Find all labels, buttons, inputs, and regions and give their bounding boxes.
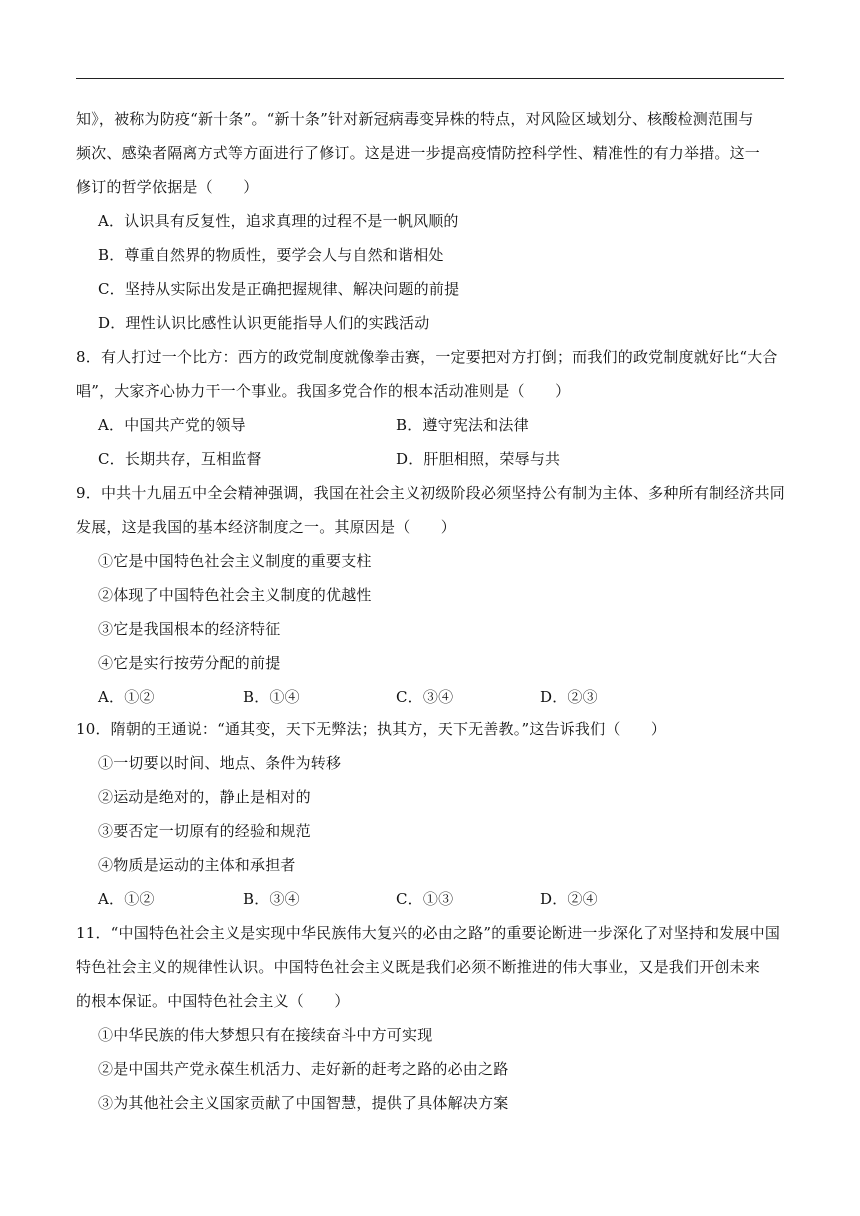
q7-option-b: B．尊重自然界的物质性，要学会人与自然和谐相处 [98, 246, 444, 264]
q8-stem-line-2: 唱”，大家齐心协力干一个事业。我国多党合作的根本活动准则是（ ） [76, 382, 571, 400]
q8-option-a: A．中国共产党的领导 [98, 416, 246, 434]
q8-option-c: C．长期共存，互相监督 [98, 450, 262, 468]
q9-statement-2: ②体现了中国特色社会主义制度的优越性 [98, 586, 372, 604]
q11-statement-1: ①中华民族的伟大梦想只有在接续奋斗中方可实现 [98, 1026, 433, 1044]
q9-option-c: C．③④ [396, 688, 454, 706]
q10-statement-3: ③要否定一切原有的经验和规范 [98, 822, 311, 840]
q7-stem-line-3: 修订的哲学依据是（ ） [76, 178, 259, 196]
q7-option-d: D．理性认识比感性认识更能指导人们的实践活动 [98, 314, 430, 332]
q11-stem-line-2: 特色社会主义的规律性认识。中国特色社会主义既是我们必须不断推进的伟大事业，又是我们开创未来 [76, 958, 761, 976]
header-rule [76, 78, 784, 79]
q11-statement-2: ②是中国共产党永葆生机活力、走好新的赶考之路的必由之路 [98, 1060, 509, 1078]
q10-statement-4: ④物质是运动的主体和承担者 [98, 856, 296, 874]
q9-option-d: D．②③ [540, 688, 598, 706]
q11-statement-3: ③为其他社会主义国家贡献了中国智慧，提供了具体解决方案 [98, 1094, 509, 1112]
q10-option-a: A．①② [98, 890, 155, 908]
q10-option-b: B．③④ [243, 890, 300, 908]
q11-stem-line-1: 11．“中国特色社会主义是实现中华民族伟大复兴的必由之路”的重要论断进一步深化了对坚持和发展中国 [76, 924, 781, 942]
q10-option-d: D．②④ [540, 890, 598, 908]
q8-option-b: B．遵守宪法和法律 [396, 416, 529, 434]
q9-stem-line-1: 9．中共十九届五中全会精神强调，我国在社会主义初级阶段必须坚持公有制为主体、多种所有制经济共同 [76, 484, 785, 502]
q7-option-c: C．坚持从实际出发是正确把握规律、解决问题的前提 [98, 280, 460, 298]
q9-statement-4: ④它是实行按劳分配的前提 [98, 654, 281, 672]
q9-option-b: B．①④ [243, 688, 300, 706]
q11-stem-line-3: 的根本保证。中国特色社会主义（ ） [76, 992, 350, 1010]
q9-statement-3: ③它是我国根本的经济特征 [98, 620, 281, 638]
q10-statement-1: ①一切要以时间、地点、条件为转移 [98, 754, 342, 772]
q10-stem-line-1: 10．隋朝的王通说：“通其变，天下无弊法；执其方，天下无善教。”这告诉我们（ ） [76, 720, 667, 738]
q9-statement-1: ①它是中国特色社会主义制度的重要支柱 [98, 552, 372, 570]
q8-option-d: D．肝胆相照，荣辱与共 [396, 450, 561, 468]
q10-option-c: C．①③ [396, 890, 454, 908]
q7-option-a: A．认识具有反复性，追求真理的过程不是一帆风顺的 [98, 212, 459, 230]
q9-stem-line-2: 发展，这是我国的基本经济制度之一。其原因是（ ） [76, 518, 457, 536]
q10-statement-2: ②运动是绝对的，静止是相对的 [98, 788, 311, 806]
q7-stem-line-1: 知》，被称为防疫“新十条”。“新十条”针对新冠病毒变异株的特点，对风险区域划分、核酸检测范围与 [76, 110, 754, 128]
q9-option-a: A．①② [98, 688, 155, 706]
q7-stem-line-2: 频次、感染者隔离方式等方面进行了修订。这是进一步提高疫情防控科学性、精准性的有力举措。这一 [76, 144, 761, 162]
q8-stem-line-1: 8．有人打过一个比方：西方的政党制度就像拳击赛，一定要把对方打倒；而我们的政党制度就好比“大合 [76, 348, 778, 366]
